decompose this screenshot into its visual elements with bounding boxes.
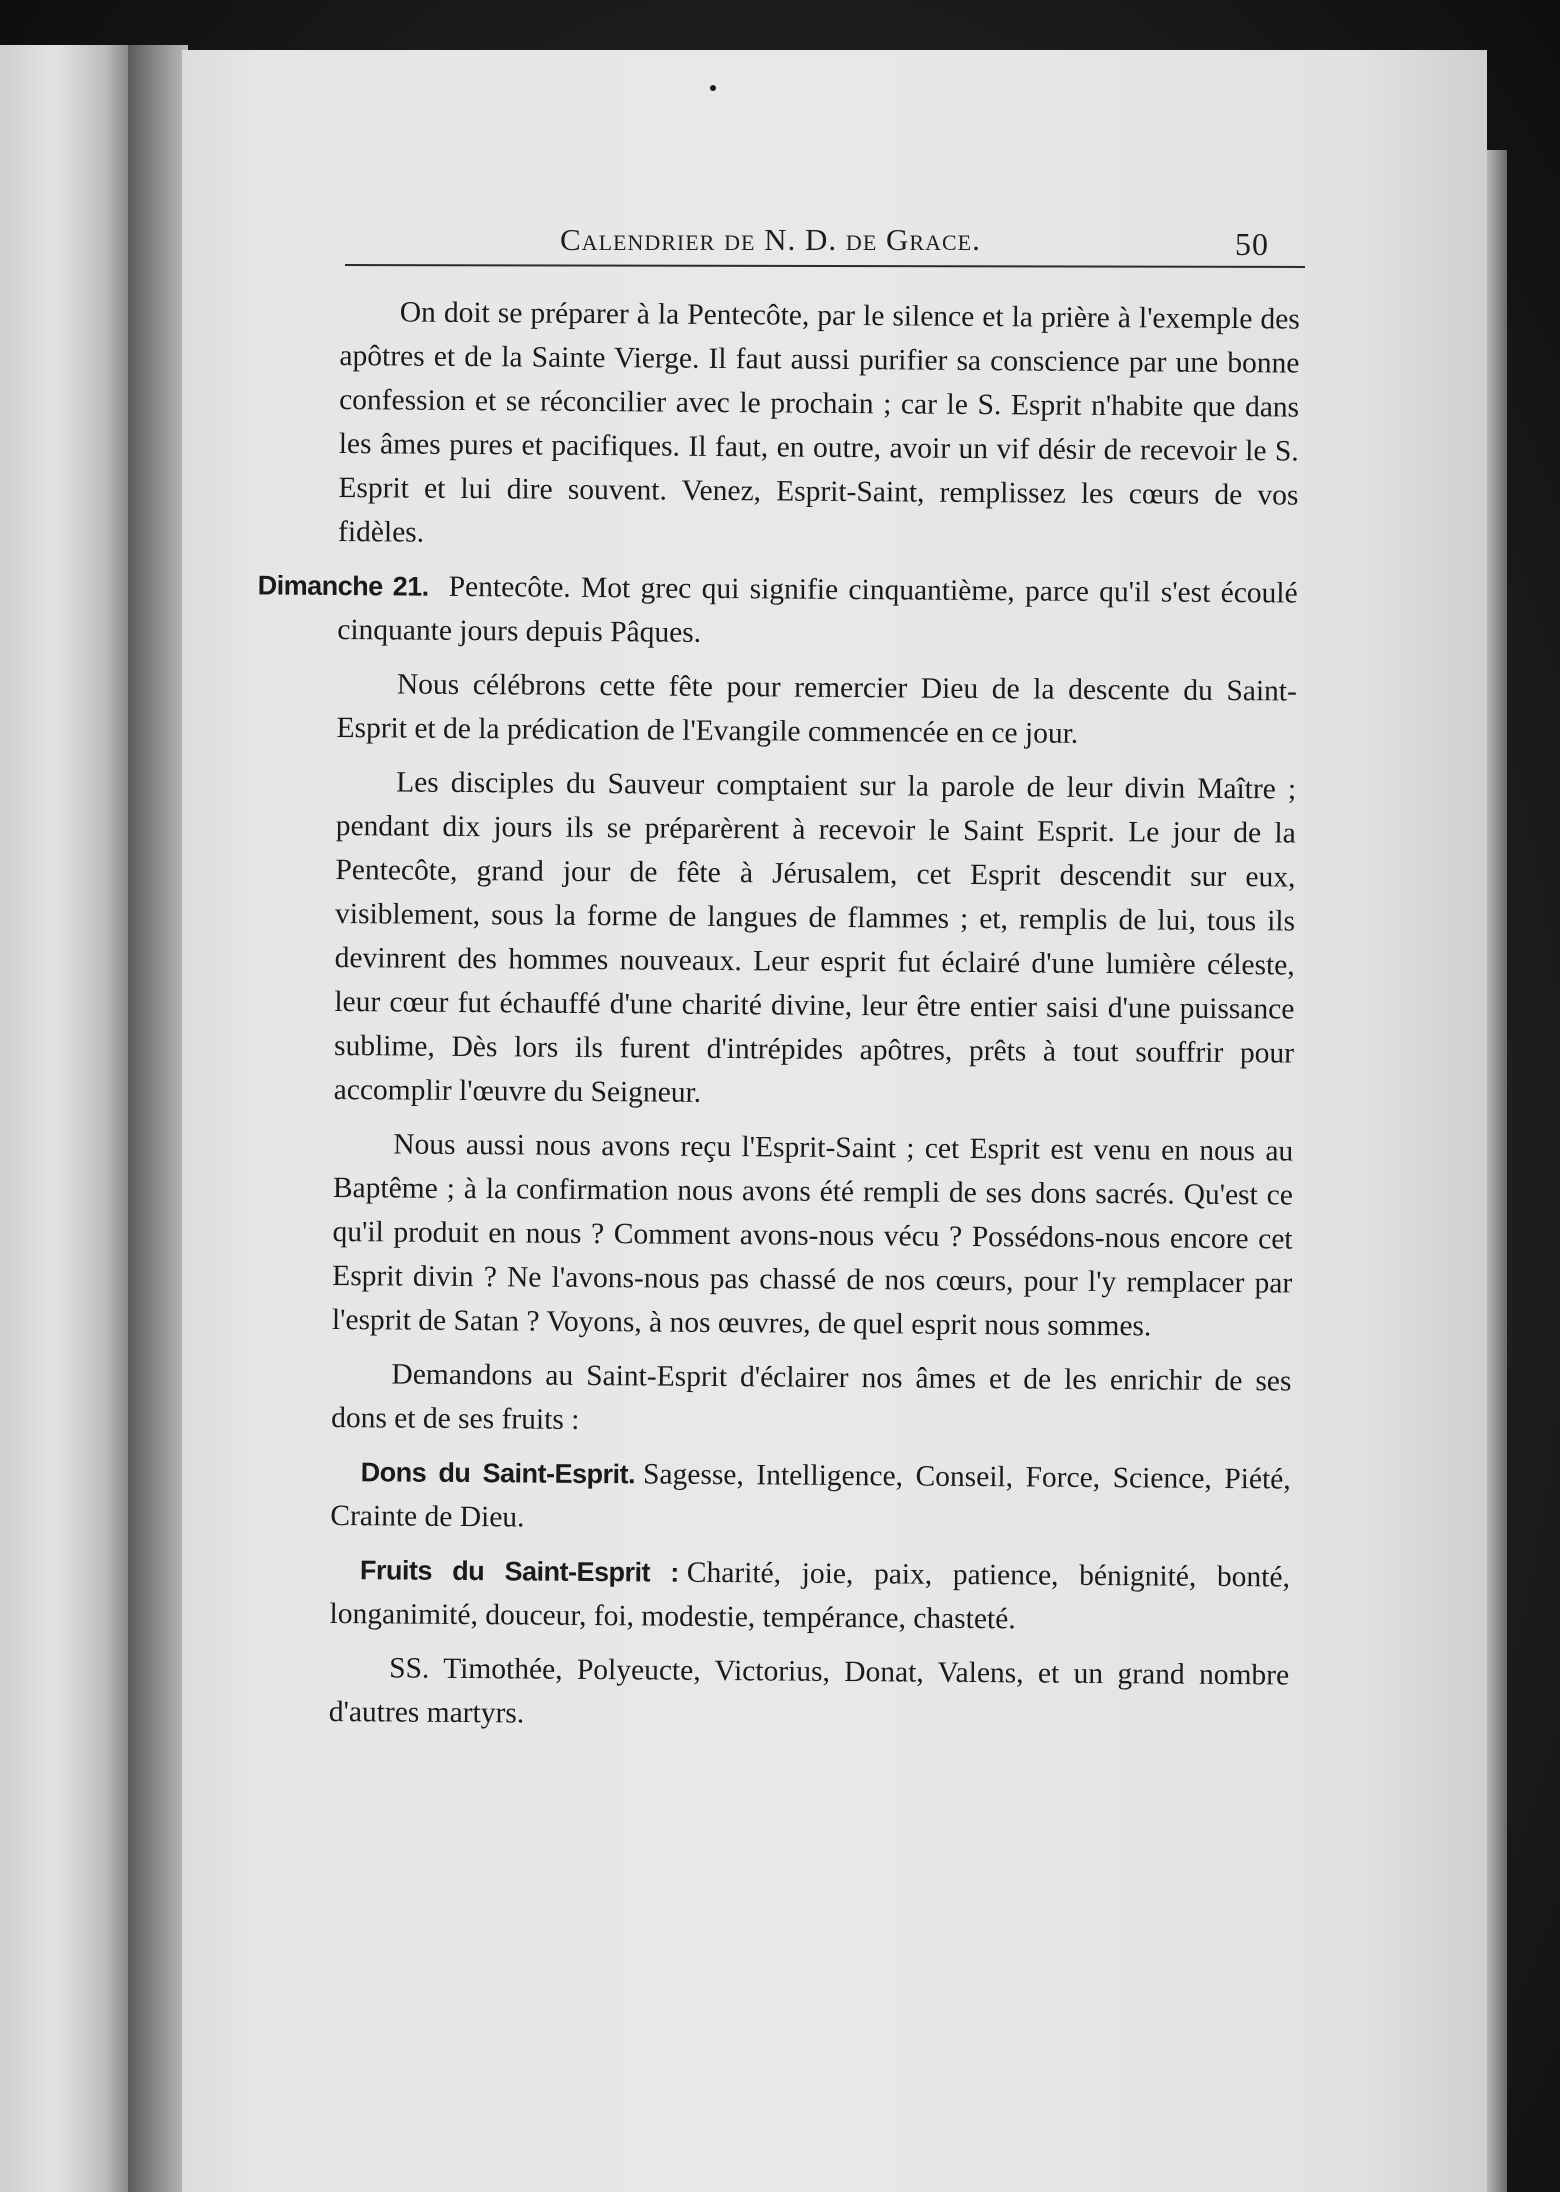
gifts-label: Dons du Saint-Esprit. [360,1457,636,1490]
running-header [560,222,1269,266]
paragraph-disciples: Les disciples du Sauveur comptaient sur la parole de leur divin Maître ; pendant dix jours ils se préparèrent à recevoir le Saint Esprit. Le jour de la Pentecôte, grand jour de fête à Jérusalem, cet Esprit descendit sur eux, visiblement, sous la forme de langues de flammes ; et, remplis de lui, tous ils devinrent des hommes nouveaux. Leur esprit fut éclairé d'une lumière céleste, leur cœur fut échauffé d'une charité divine, leur être entier saisi d'une puissance sublime, Dès lors ils furent d'intrépides apôtres, prêts à tout souffrir pour accomplir l'œuvre du Seigneur. [333,766,1297,1109]
page-number: 50 [1235,226,1269,262]
page-edge-shadow [1487,150,1507,2192]
gifts-list [330,1450,1291,1546]
entry-text: Pentecôte. Mot grec qui signifie cinquantième, parce qu'il s'est écoulé cinquante jours depuis Pâques. [337,570,1298,649]
date-label: Dimanche 21. [257,570,429,602]
previous-page-edge [0,45,140,2192]
fruits-label: Fruits du Saint-Esprit : [359,1555,679,1588]
book-gutter [128,45,188,2192]
running-title: Calendrier de N. D. de Grace. [560,222,981,257]
fruits-list [329,1548,1290,1644]
paragraph-reflection: Nous aussi nous avons reçu l'Esprit-Saint ; cet Esprit est venu en nous au Baptême ; à la confirmation nous avons été rempli de ses dons sacrés. Qu'est ce qu'il produit en nous ? Comment avons-nous vécu ? Possédons-nous encore cet Esprit divin ? Ne l'avons-nous pas chassé de nos cœurs, pour l'y remplacer par l'esprit de Satan ? Voyons, à nos œuvres, de quel esprit nous sommes. [331,1128,1294,1343]
gifts-text: Sagesse, Intelligence, Conseil, Force, Science, Piété, Crainte de Dieu. [330,1458,1291,1534]
page-body [257,290,1300,1751]
paragraph-saints: SS. Timothée, Polyeucte, Victorius, Donat, Valens, et un grand nombre d'autres martyrs. [328,1652,1290,1730]
entry-sunday-21 [257,564,1298,660]
paragraph-request: Demandons au Saint-Esprit d'éclairer nos âmes et de les enrichir de ses dons et de ses fruits : [331,1358,1292,1436]
speck [710,85,716,91]
paragraph-preparation: On doit se préparer à la Pentecôte, par le silence et la prière à l'exemple des apôtres et de la Sainte Vierge. Il faut aussi purifier sa conscience par une bonne confession et se réconcilier avec le prochain ; car le S. Esprit n'habite que dans les âmes pures et pacifiques. Il faut, en outre, avoir un vif désir de recevoir le S. Esprit et lui dire souvent. Venez, Esprit-Saint, remplissez les cœurs de vos fidèles. [337,296,1300,549]
fruits-text: Charité, joie, paix, patience, bénignité, bonté, longanimité, douceur, foi, modestie, tempérance, chasteté. [329,1556,1291,1636]
paragraph-celebration: Nous célébrons cette fête pour remercier Dieu de la descente du Saint-Esprit et de la prédication de l'Evangile commencée en ce jour. [336,668,1298,750]
